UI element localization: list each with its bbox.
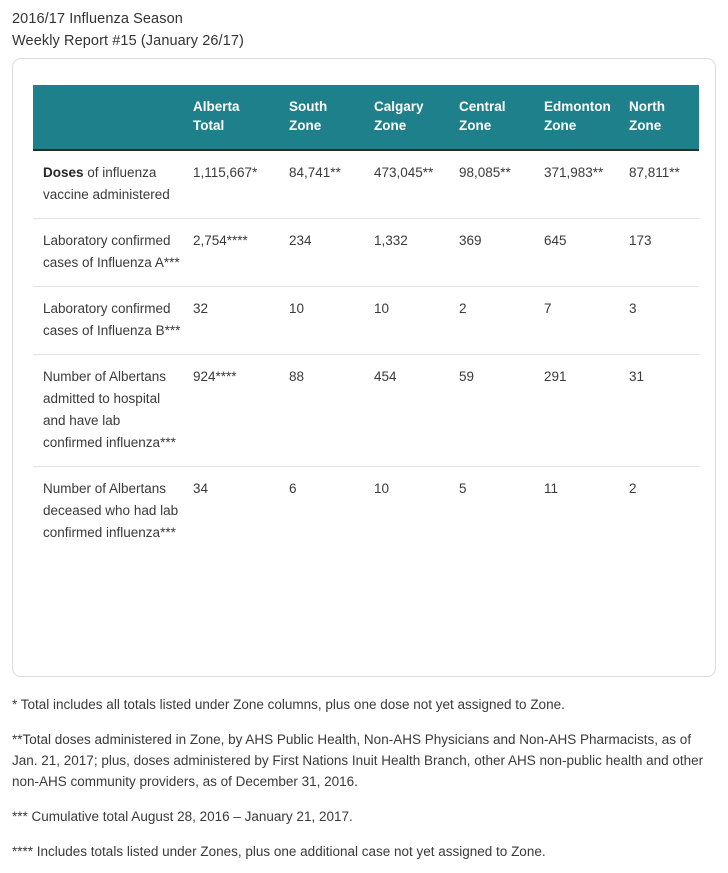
influenza-summary-table xyxy=(33,85,699,556)
cell-north-zone: 87,811** xyxy=(629,150,699,219)
row-label-deceased: Number of Albertans deceased who had lab confirmed influenza*** xyxy=(43,481,179,540)
column-header-calgary-zone xyxy=(374,85,459,150)
footnotes-section xyxy=(12,694,718,862)
column-header-south-zone xyxy=(289,85,374,150)
cell-alberta-total: 32 xyxy=(193,287,289,355)
cell-calgary-zone: 10 xyxy=(374,481,390,496)
table-header xyxy=(33,85,699,150)
row-label-text: of influenza vaccine administered xyxy=(43,165,170,202)
column-header-alberta-line2: Total xyxy=(193,118,225,133)
column-header-edmonton-line1: Edmonton xyxy=(544,99,611,114)
column-header-calgary-line1: Calgary xyxy=(374,99,424,114)
cell-central-zone: 59 xyxy=(459,355,544,467)
row-label-influenza-b: Laboratory confirmed cases of Influenza B*** xyxy=(33,287,193,355)
cell-alberta-total: 924**** xyxy=(193,355,289,467)
page-title xyxy=(0,0,728,52)
table-row xyxy=(33,355,699,467)
column-header-south-line2: Zone xyxy=(289,118,322,133)
table-row xyxy=(33,287,699,355)
row-label-hospitalized: Number of Albertans admitted to hospital and have lab confirmed influenza*** xyxy=(33,355,193,467)
column-header-measure xyxy=(33,85,193,150)
table-header-row xyxy=(33,85,699,150)
cell-north-zone: 31 xyxy=(629,355,699,467)
cell-edmonton-zone: 371,983** xyxy=(544,150,629,219)
table-body xyxy=(33,150,699,556)
cell-edmonton-zone: 7 xyxy=(544,287,629,355)
cell-south-zone: 10 xyxy=(289,287,374,355)
column-header-alberta-total xyxy=(193,85,289,150)
footnote-quadruple-asterisk: **** Includes totals listed under Zones, plus one additional case not yet assigned to Zone. xyxy=(12,844,546,859)
table-row xyxy=(33,219,699,287)
row-label-emphasis: Doses xyxy=(43,165,84,180)
column-header-edmonton-line2: Zone xyxy=(544,118,577,133)
cell-north-zone: 2 xyxy=(629,481,637,496)
column-header-central-zone xyxy=(459,85,544,150)
cell-alberta-total: 34 xyxy=(193,481,209,496)
cell-calgary-zone: 10 xyxy=(374,287,459,355)
cell-calgary-zone: 473,045** xyxy=(374,150,459,219)
table-row xyxy=(33,467,699,557)
cell-north-zone: 173 xyxy=(629,219,699,287)
table-row xyxy=(33,150,699,219)
cell-central-zone: 5 xyxy=(459,481,467,496)
cell-alberta-total: 1,115,667* xyxy=(193,150,289,219)
column-header-alberta-line1: Alberta xyxy=(193,99,240,114)
cell-south-zone: 6 xyxy=(289,481,297,496)
cell-south-zone: 88 xyxy=(289,355,374,467)
cell-edmonton-zone: 11 xyxy=(544,481,559,496)
report-table-card xyxy=(12,58,716,677)
column-header-south-line1: South xyxy=(289,99,328,114)
cell-central-zone: 2 xyxy=(459,287,544,355)
column-header-north-zone xyxy=(629,85,699,150)
row-label-doses xyxy=(33,150,193,219)
cell-central-zone: 98,085** xyxy=(459,150,544,219)
cell-south-zone: 234 xyxy=(289,219,374,287)
column-header-edmonton-zone xyxy=(544,85,629,150)
table-scroll-region xyxy=(13,85,715,556)
report-season-title: 2016/17 Influenza Season xyxy=(12,11,183,27)
cell-edmonton-zone: 645 xyxy=(544,219,629,287)
column-header-north-line2: Zone xyxy=(629,118,662,133)
cell-north-zone: 3 xyxy=(629,287,699,355)
column-header-central-line2: Zone xyxy=(459,118,492,133)
cell-south-zone: 84,741** xyxy=(289,150,374,219)
column-header-central-line1: Central xyxy=(459,99,506,114)
cell-alberta-total: 2,754**** xyxy=(193,219,289,287)
cell-calgary-zone: 1,332 xyxy=(374,219,459,287)
footnote-single-asterisk: * Total includes all totals listed under Zone columns, plus one dose not yet assigned to Zone. xyxy=(12,697,565,712)
cell-edmonton-zone: 291 xyxy=(544,355,629,467)
report-week-subtitle: Weekly Report #15 (January 26/17) xyxy=(12,33,244,49)
cell-calgary-zone: 454 xyxy=(374,355,459,467)
row-label-influenza-a: Laboratory confirmed cases of Influenza A*** xyxy=(33,219,193,287)
footnote-double-asterisk: **Total doses administered in Zone, by AHS Public Health, Non-AHS Physicians and Non-AHS Pharmacists, as of Jan. 21, 2017; plus, doses administered by First Nations Inuit Health Branch, other AHS non-public health and other non-AHS community providers, as of December 31, 2016. xyxy=(12,732,704,789)
footnote-triple-asterisk: *** Cumulative total August 28, 2016 – January 21, 2017. xyxy=(12,809,353,824)
cell-central-zone: 369 xyxy=(459,219,544,287)
column-header-calgary-line2: Zone xyxy=(374,118,407,133)
column-header-north-line1: North xyxy=(629,99,665,114)
